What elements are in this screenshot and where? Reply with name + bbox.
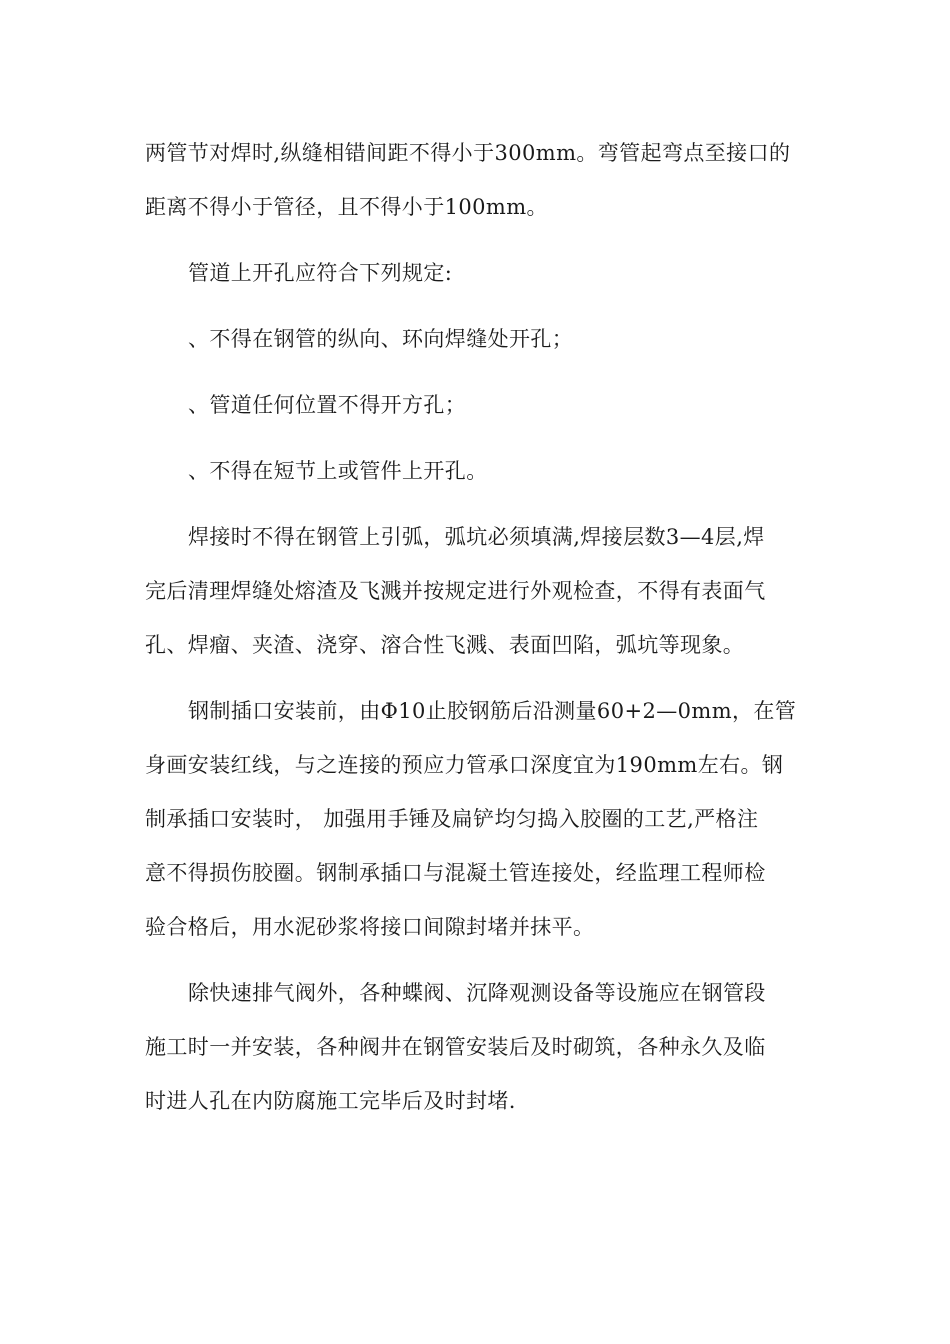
text-line: 两管节对焊时,纵缝相错间距不得小于300mm。弯管起弯点至接口的 <box>145 141 791 165</box>
text-line: 、管道任何位置不得开方孔； <box>188 393 467 417</box>
paragraph-spigot-installation <box>145 684 810 954</box>
paragraph-pipe-welding <box>145 126 810 234</box>
text-line: 验合格后，用水泥砂浆将接口间隙封堵并抹平。 <box>145 915 595 939</box>
text-line: 除快速排气阀外，各种蝶阀、沉降观测设备等设施应在钢管段 <box>188 981 766 1005</box>
document-body <box>145 126 810 1128</box>
text-line: 、不得在钢管的纵向、环向焊缝处开孔； <box>188 327 574 351</box>
list-item-rule-3 <box>145 444 810 498</box>
text-line: 孔、焊瘤、夹渣、浇穿、溶合性飞溅、表面凹陷，弧坑等现象。 <box>145 633 745 657</box>
paragraph-valve-installation <box>145 966 810 1128</box>
text-line: 管道上开孔应符合下列规定: <box>188 261 453 285</box>
text-line: 焊接时不得在钢管上引弧，弧坑必须填满,焊接层数3—4层,焊 <box>188 525 765 549</box>
text-line: 施工时一并安装，各种阀井在钢管安装后及时砌筑，各种永久及临 <box>145 1035 766 1059</box>
list-item-rule-2 <box>145 378 810 432</box>
text-line: 时进人孔在内防腐施工完毕后及时封堵. <box>145 1089 516 1113</box>
text-line: 距离不得小于管径，且不得小于100mm。 <box>145 195 548 219</box>
list-item-rule-1 <box>145 312 810 366</box>
text-line: 意不得损伤胶圈。钢制承插口与混凝土管连接处，经监理工程师检 <box>145 861 766 885</box>
text-line: 完后清理焊缝处熔渣及飞溅并按规定进行外观检查，不得有表面气 <box>145 579 766 603</box>
paragraph-opening-rules-heading <box>145 246 810 300</box>
text-line: 制承插口安装时， 加强用手锤及扁铲均匀捣入胶圈的工艺,严格注 <box>145 807 759 831</box>
text-line: 钢制插口安装前，由Φ10止胶钢筋后沿测量60+2—0mm，在管 <box>188 699 797 723</box>
paragraph-welding-requirements <box>145 510 810 672</box>
text-line: 、不得在短节上或管件上开孔。 <box>188 459 488 483</box>
text-line: 身画安装红线，与之连接的预应力管承口深度宜为190mm左右。钢 <box>145 753 784 777</box>
